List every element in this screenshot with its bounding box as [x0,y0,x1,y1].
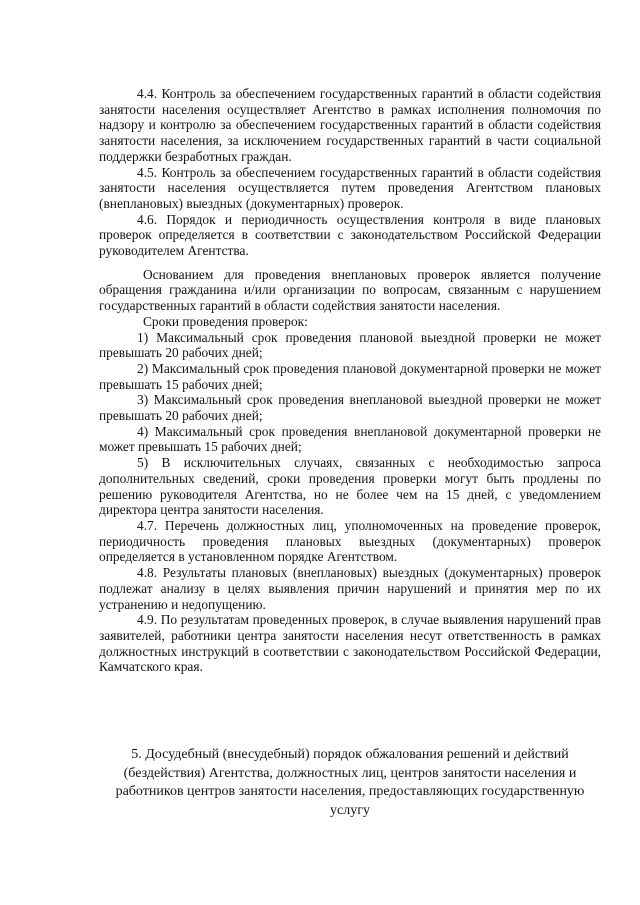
list-item-term-1: 1) Максимальный срок проведения плановой выездной проверки не может превышать 20 рабочих дней; [99,329,601,361]
paragraph-4-9: 4.9. По результатам проведенных проверок, в случае выявления нарушений прав заявителей, работники центра занятости населения несут ответственность в рамках должностных инструкций в соответствии с законодательством Российской Федерации, Камчатского края. [99,612,601,675]
list-item-term-4: 4) Максимальный срок проведения внеплановой документарной проверки не может превышать 15 рабочих дней; [99,423,601,455]
paragraph-spacer [99,259,601,267]
paragraph-4-4: 4.4. Контроль за обеспечением государственных гарантий в области содействия занятости населения осуществляет Агентство в рамках исполнения полномочия по надзору и контролю за обеспечением государственных гарантий в области содействия занятости населения, за исключением государственных гарантий в части социальной поддержки безработных граждан. [99,86,601,164]
section-5-heading: 5. Досудебный (внесудебный) порядок обжалования решений и действий (бездействия) Агентства, должностных лиц, центров занятости населения и работников центров занятости населения, предоставляющих государственную услугу [115,747,585,818]
paragraph-4-7: 4.7. Перечень должностных лиц, уполномоченных на проведение проверок, периодичность проведения плановых выездных (документарных) проверок определяется в установленном порядке Агентством. [99,517,601,565]
paragraph-4-5: 4.5. Контроль за обеспечением государственных гарантий в области содействия занятости населения осуществляется путем проведения Агентством плановых (внеплановых) выездных (документарных) проверок. [99,164,601,211]
document-body [99,86,601,675]
list-item-term-3: 3) Максимальный срок проведения внеплановой выездной проверки не может превышать 20 рабочих дней; [99,392,601,424]
list-item-term-5: 5) В исключительных случаях, связанных с необходимостью запроса дополнительных сведений, сроки проведения проверки могут быть продлены по решению руководителя Агентства, но не более чем на 15 дней, с уведомлением директора центра занятости населения. [99,455,601,518]
paragraph-unplanned-grounds: Основанием для проведения внеплановых проверок является получение обращения гражданина и/или организации по вопросам, связанным с нарушением государственных гарантий в области содействия занятости населения. [99,266,601,314]
paragraph-4-8: 4.8. Результаты плановых (внеплановых) выездных (документарных) проверок подлежат анализу в целях выявления причин нарушений и принятия мер по их устранению и недопущению. [99,565,601,612]
paragraph-4-6: 4.6. Порядок и периодичность осуществления контроля в виде плановых проверок определяется в соответствии с законодательством Российской Федерации руководителем Агентства. [99,211,601,259]
list-item-term-2: 2) Максимальный срок проведения плановой документарной проверки не может превышать 15 рабочих дней; [99,360,601,392]
paragraph-inspection-terms-intro: Сроки проведения проверок: [143,313,308,329]
